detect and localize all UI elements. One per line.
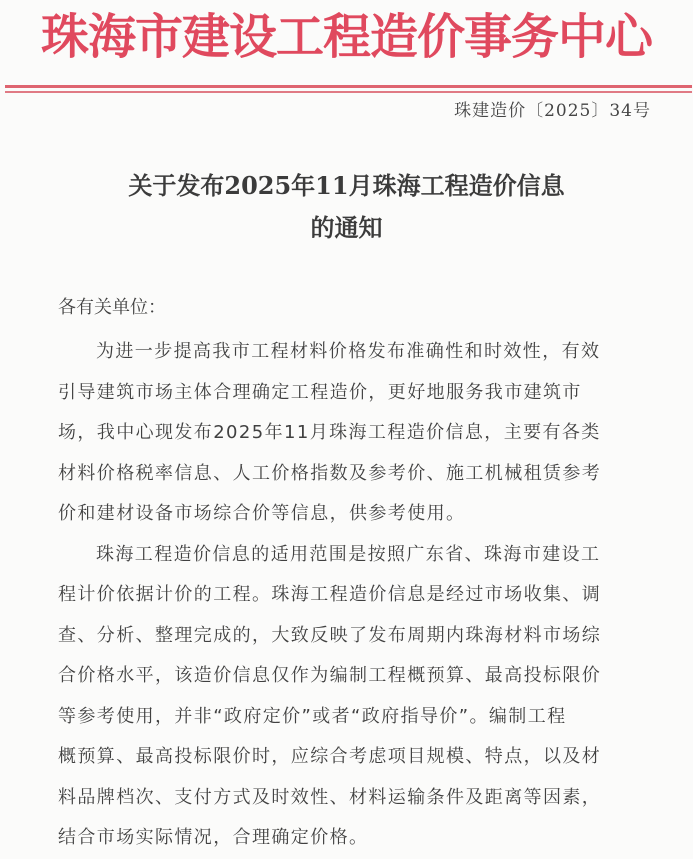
paragraph-line: 查、分析、整理完成的，大致反映了发布周期内珠海材料市场综 <box>58 624 602 646</box>
paragraph-line: 场，我中心现发布2025年11月珠海工程造价信息，主要有各类 <box>58 422 601 443</box>
paragraph-line: 材料价格税率信息、人工价格指数及参考价、施工机械租赁参考 <box>58 462 602 484</box>
notice-title-line-2: 的通知 <box>310 213 383 242</box>
paragraph-line: 为进一步提高我市工程材料价格发布准确性和时效性，有效 <box>96 341 601 362</box>
paragraph-line: 结合市场实际情况，合理确定价格。 <box>58 827 369 848</box>
notice-title <box>0 165 693 249</box>
paragraph-line: 料品牌档次、支付方式及时效性、材料运输条件及距离等因素， <box>58 786 602 808</box>
paragraph-line: 引导建筑市场主体合理确定工程造价，更好地服务我市建筑市 <box>58 381 582 403</box>
paragraph-line: 珠海工程造价信息的适用范围是按照广东省、珠海市建设工 <box>96 543 601 565</box>
salutation: 各有关单位： <box>58 297 166 318</box>
header-divider-thick <box>5 85 692 88</box>
paragraph-1 <box>58 332 658 535</box>
paragraph-line: 合价格水平，该造价信息仅作为编制工程概预算、最高投标限价 <box>58 665 602 686</box>
paragraph-line: 概预算、最高投标限价时，应综合考虑项目规模、特点，以及材 <box>58 746 602 767</box>
issuing-organization-title: 珠海市建设工程造价事务中心 <box>40 9 652 65</box>
notice-body <box>58 288 658 859</box>
header-divider-thin <box>5 91 692 93</box>
paragraph-2 <box>58 535 658 859</box>
paragraph-line: 等参考使用，并非“政府定价”或者“政府指导价”。编制工程 <box>58 705 567 727</box>
notice-title-line-1: 关于发布2025年11月珠海工程造价信息 <box>128 171 565 200</box>
paragraph-line: 程计价依据计价的工程。珠海工程造价信息是经过市场收集、调 <box>58 584 602 605</box>
document-number: 珠建造价〔2025〕34号 <box>454 101 651 121</box>
paragraph-line: 价和建材设备市场综合价等信息，供参考使用。 <box>58 503 466 524</box>
